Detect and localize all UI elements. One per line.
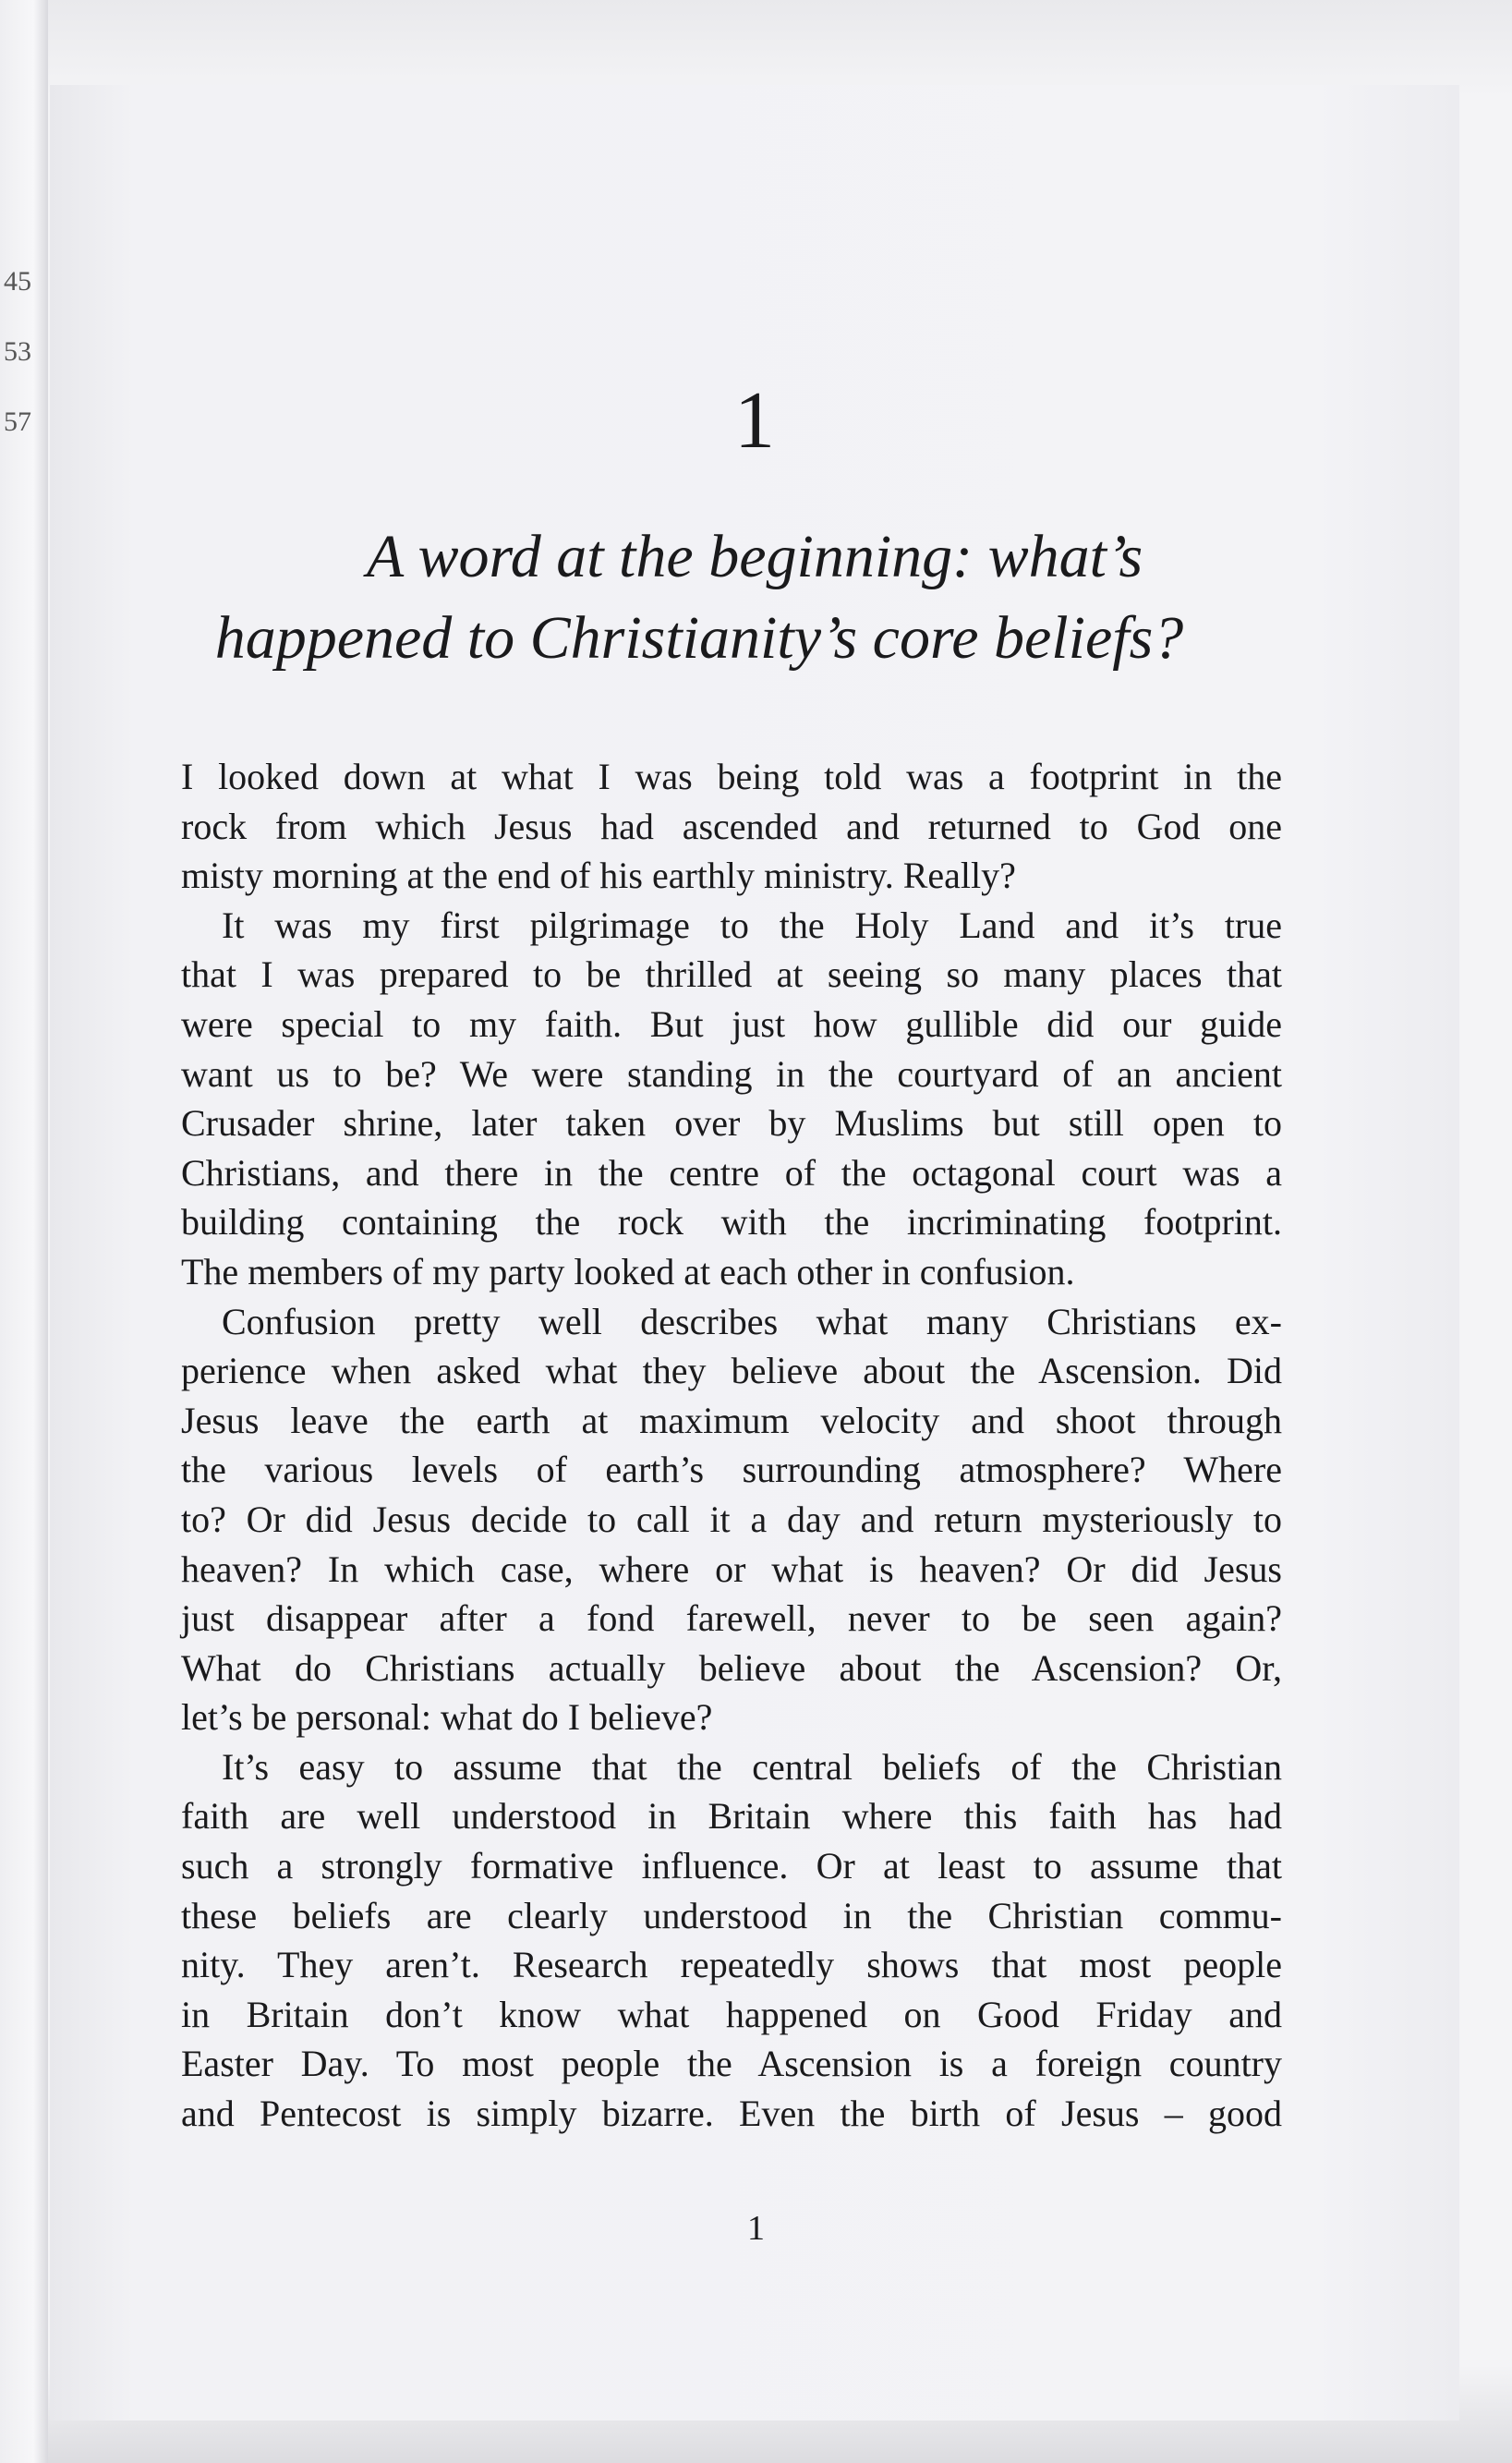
page-number: 1 <box>747 2209 765 2248</box>
text-line: the various levels of earth’s surrounding atmosphere? Where <box>181 1449 1282 1491</box>
text-line: and Pentecost is simply bizarre. Even the birth of Jesus – good <box>181 2093 1282 2135</box>
text-line: let’s be personal: what do I believe? <box>181 1696 713 1739</box>
text-line: rock from which Jesus had ascended and returned to God one <box>181 805 1282 847</box>
text-line: nity. They aren’t. Research repeatedly shows that most people <box>181 1944 1282 1986</box>
text-line: perience when asked what they believe about the Ascension. Did <box>181 1350 1282 1392</box>
previous-page-number: 57 <box>4 406 31 437</box>
body-text <box>181 752 1282 2139</box>
previous-page-edge <box>0 0 48 2463</box>
text-line: It was my first pilgrimage to the Holy Land and it’s true <box>222 904 1282 946</box>
text-line: such a strongly formative influence. Or at least to assume that <box>181 1845 1282 1887</box>
previous-page-number: 45 <box>4 266 31 297</box>
text-line: misty morning at the end of his earthly ministry. Really? <box>181 855 1016 897</box>
text-line: Christians, and there in the centre of the octagonal court was a <box>181 1151 1282 1194</box>
text-line: to? Or did Jesus decide to call it a day and return mysteriously to <box>181 1498 1282 1540</box>
text-line: these beliefs are clearly understood in the Christian commu- <box>181 1894 1282 1936</box>
text-line: building containing the rock with the incriminating footprint. <box>181 1201 1282 1244</box>
text-line: It’s easy to assume that the central beliefs of the Christian <box>222 1745 1282 1788</box>
text-line: in Britain don’t know what happened on Good Friday and <box>181 1993 1282 2035</box>
text-line: faith are well understood in Britain where this faith has had <box>181 1795 1282 1838</box>
chapter-number: 1 <box>734 376 775 466</box>
text-line: Jesus leave the earth at maximum velocity and shoot through <box>181 1399 1282 1441</box>
text-line: want us to be? We were standing in the courtyard of an ancient <box>181 1052 1282 1095</box>
text-line: just disappear after a fond farewell, never to be seen again? <box>181 1597 1282 1640</box>
text-line: What do Christians actually believe about the Ascension? Or, <box>181 1646 1282 1689</box>
text-line: I looked down at what I was being told was a footprint in the <box>181 756 1282 797</box>
text-line: Crusader shrine, later taken over by Muslims but still open to <box>181 1102 1282 1145</box>
chapter-title-line-1: A word at the beginning: what’s <box>366 523 1143 590</box>
text-line: heaven? In which case, where or what is heaven? Or did Jesus <box>181 1547 1282 1590</box>
text-line: The members of my party looked at each other in confusion. <box>181 1250 1075 1292</box>
text-line: Confusion pretty well describes what many Christians ex- <box>222 1300 1282 1342</box>
chapter-title-line-2: happened to Christianity’s core beliefs? <box>214 604 1184 672</box>
text-line: that I was prepared to be thrilled at seeing so many places that <box>181 953 1282 996</box>
previous-page-number: 53 <box>4 336 31 367</box>
text-line: Easter Day. To most people the Ascension is a foreign country <box>181 2043 1282 2085</box>
text-line: were special to my faith. But just how gullible did our guide <box>181 1002 1282 1045</box>
